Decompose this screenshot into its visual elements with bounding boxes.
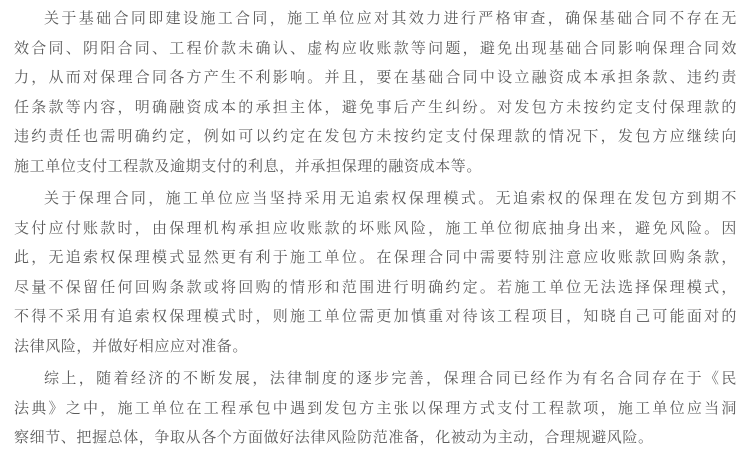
paragraph-basic-contract [14,4,737,181]
text-line: 不得不采用有追索权保理模式时，则施工单位需更加慎重对待该工程项目，知晓自己可能面对的 [14,307,737,325]
text-line: 法律风险，并做好相应应对准备。 [14,336,249,355]
text-line: 尽量不保留任何回购条款或将回购的情形和范围进行明确约定。若施工单位无法选择保理模式， [14,277,737,296]
text-line: 任条款等内容，明确融资成本的承担主体，避免事后产生纠纷。对发包方未按约定支付保理款的 [14,97,737,116]
text-line: 关于基础合同即建设施工合同，施工单位应对其效力进行严格审查，确保基础合同不存在无 [44,9,737,27]
text-line: 综上，随着经济的不断发展，法律制度的逐步完善，保理合同已经作为有名合同存在于《民 [44,369,737,387]
text-line: 效合同、阴阳合同、工程价款未确认、虚构应收账款等问题，避免出现基础合同影响保理合同效 [14,38,737,57]
text-line: 关于保理合同，施工单位应当坚持采用无追索权保理模式。无追索权的保理在发包方到期不 [44,189,737,207]
text-line: 此，无追索权保理模式显然更有利于施工单位。在保理合同中需要特别注意应收账款回购条款， [14,248,737,266]
text-line: 法典》之中，施工单位在工程承包中遇到发包方主张以保理方式支付工程款项，施工单位应当洞 [14,398,737,417]
text-line: 施工单位支付工程款及逾期支付的利息，并承担保理的融资成本等。 [14,156,483,175]
text-line: 违约责任也需明确约定，例如可以约定在发包方未按约定支付保理款的情况下，发包方应继续向 [14,127,737,145]
paragraph-conclusion [14,364,737,453]
paragraph-factoring-contract [14,184,737,361]
text-line: 察细节、把握总体，争取从各个方面做好法律风险防范准备，化被动为主动，合理规避风险。 [14,428,654,446]
text-line: 力，从而对保理合同各方产生不利影响。并且，要在基础合同中设立融资成本承担条款、违约责 [14,68,737,86]
text-line: 支付应付账款时，由保理机构承担应收账款的坏账风险，施工单位彻底抽身出来，避免风险。因 [14,218,737,237]
